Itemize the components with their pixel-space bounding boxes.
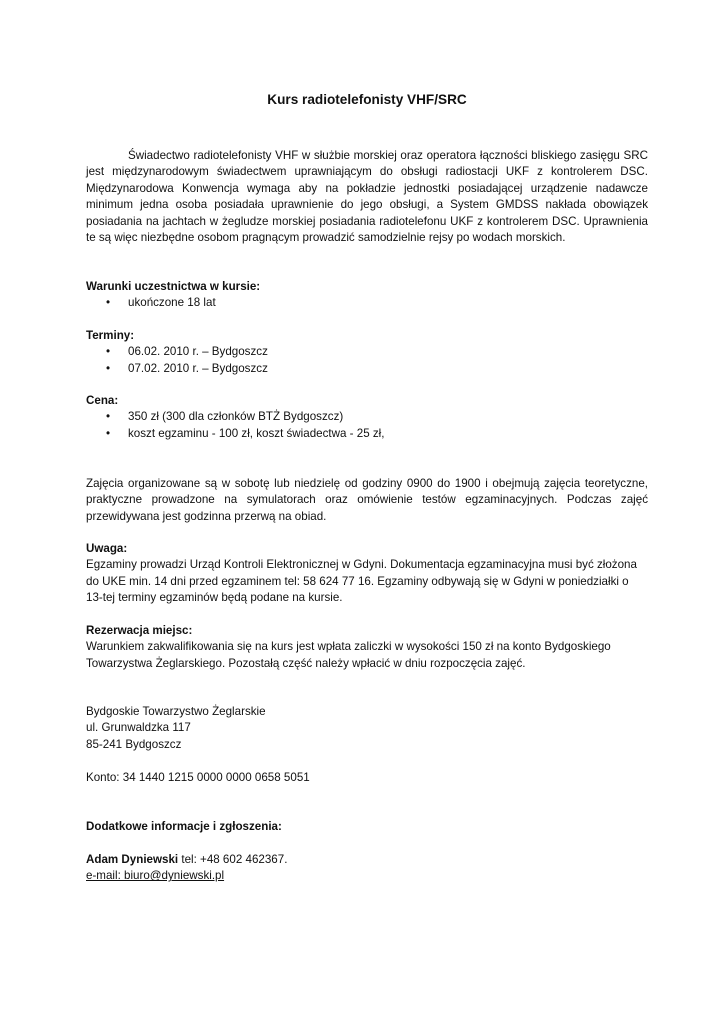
list-item	[86, 295, 648, 311]
conditions-heading: Warunki uczestnictwa w kursie:	[86, 280, 261, 293]
dates-list	[86, 344, 648, 377]
list-item-text: 06.02. 2010 r. – Bydgoszcz	[128, 345, 268, 359]
conditions-section	[86, 279, 648, 312]
organization-name: Bydgoskie Towarzystwo Żeglarskie	[86, 705, 266, 718]
bullet-icon: •	[106, 361, 111, 375]
note-section	[86, 541, 648, 607]
dates-section	[86, 328, 648, 377]
list-item-text: 350 zł (300 dla członków BTŻ Bydgoszcz)	[128, 410, 344, 424]
list-item-text: 07.02. 2010 r. – Bydgoszcz	[128, 361, 268, 375]
bullet-icon: •	[106, 426, 111, 440]
city-address: 85-241 Bydgoszcz	[86, 737, 182, 751]
bullet-icon: •	[106, 410, 111, 424]
address-block	[86, 704, 648, 753]
contact-line	[86, 852, 648, 868]
price-heading: Cena:	[86, 394, 119, 407]
list-item	[86, 344, 648, 360]
intro-paragraph: Świadectwo radiotelefonisty VHF w służbie morskiej oraz operatora łączności bliskiego zasięgu SRC jest międzynarodowym świadectwem uprawniającym do obsługi radiostacji UKF z kontrolerem DSC. Międzynarodowa Konwencja wymaga aby na pokładzie jednostki posiadającej urządzenie nadawcze minimum jedna osoba posiadała uprawnienie do jego obsługi, a System GMDSS nakłada obowiązek posiadania na jachtach w żegludze morskiej posiadania radiotelefonu UKF z kontrolerem DSC. Uprawnienia te są więc niezbędne osobom pragnącym prowadzić samodzielnie rejsy po wodach morskich.	[86, 149, 648, 245]
reservation-text: Warunkiem zakwalifikowania się na kurs jest wpłata zaliczki w wysokości 150 zł na konto Bydgoskiego Towarzystwa Żeglarskiego. Pozostałą część należy wpłacić w dniu rozpoczęcia zajęć.	[86, 640, 611, 670]
bullet-icon: •	[106, 345, 111, 359]
info-heading-block	[86, 819, 648, 835]
email-link[interactable]: e-mail: biuro@dyniewski.pl	[86, 869, 225, 883]
contact-name: Adam Dyniewski	[86, 853, 179, 866]
list-item	[86, 361, 648, 377]
price-section	[86, 393, 648, 442]
info-heading: Dodatkowe informacje i zgłoszenia:	[86, 820, 282, 833]
bullet-icon: •	[106, 296, 111, 310]
price-list	[86, 409, 648, 442]
account-number: Konto: 34 1440 1215 0000 0000 0658 5051	[86, 771, 310, 784]
street-address: ul. Grunwaldzka 117	[86, 721, 191, 735]
contact-block	[86, 852, 648, 885]
page-title: Kurs radiotelefonisty VHF/SRC	[267, 92, 467, 107]
list-item	[86, 426, 648, 442]
list-item-text: koszt egzaminu - 100 zł, koszt świadectwa - 25 zł,	[128, 426, 385, 440]
reservation-heading: Rezerwacja miejsc:	[86, 624, 193, 637]
contact-phone: tel: +48 602 462367.	[178, 853, 288, 866]
classes-paragraph: Zajęcia organizowane są w sobotę lub niedzielę od godziny 0900 do 1900 i obejmują zajęcia teoretyczne, praktyczne prowadzone na symulatorach oraz omówienie testów egzaminacyjnych. Podczas zajęć przewidywana jest godzinna przerwą na obiad.	[86, 477, 648, 523]
dates-heading: Terminy:	[86, 329, 135, 342]
note-heading: Uwaga:	[86, 542, 128, 555]
conditions-list	[86, 295, 648, 311]
list-item	[86, 409, 648, 425]
note-text: Egzaminy prowadzi Urząd Kontroli Elektronicznej w Gdyni. Dokumentacja egzaminacyjna musi być złożona do UKE min. 14 dni przed egzaminem tel: 58 624 77 16. Egzaminy odbywają się w Gdyni w poniedziałki o 13-tej terminy egzaminów będą podane na kursie.	[86, 558, 637, 605]
reservation-section	[86, 623, 648, 672]
list-item-text: ukończone 18 lat	[128, 296, 216, 310]
